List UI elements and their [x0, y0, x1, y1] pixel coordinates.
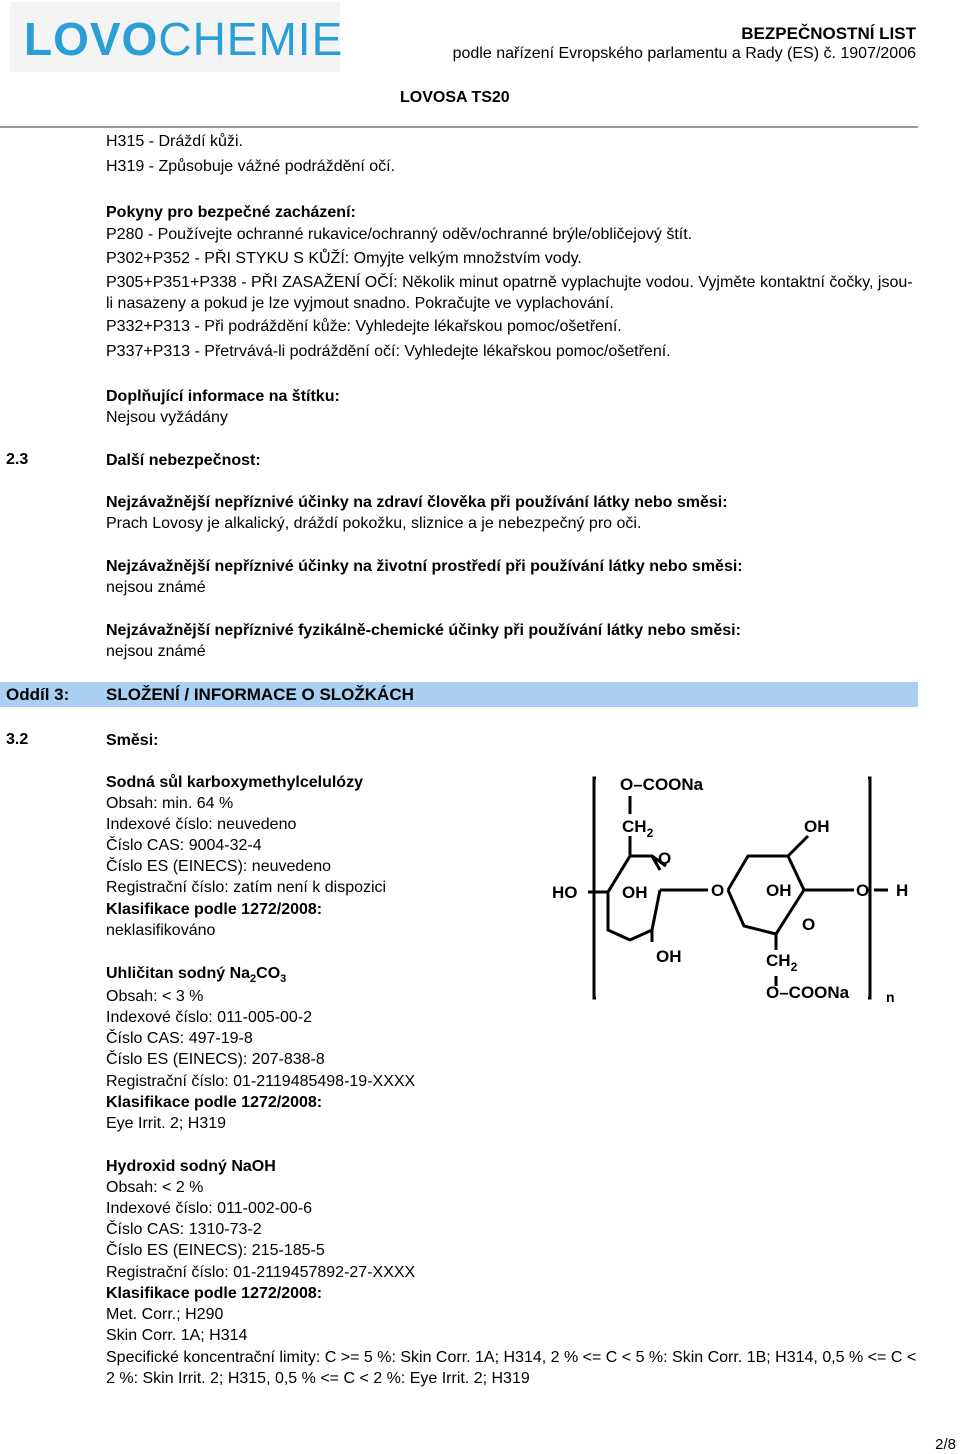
substance-content: Obsah: min. 64 %	[106, 795, 234, 812]
product-name: LOVOSA TS20	[400, 89, 510, 106]
substance-cas: Číslo CAS: 497-19-8	[106, 1030, 253, 1047]
precautionary-statement: P305+P351+P338 - PŘI ZASAŽENÍ OČÍ: Několik minut opatrně vyplachujte vodou. Vyjměte kontaktní čočky, jsou-li nasazeny a pokud je lze vyjmout snadno. Pokračujte ve vyplachování.	[106, 274, 913, 312]
substance-class-heading: Klasifikace podle 1272/2008:	[106, 1094, 323, 1111]
document-subtitle: podle nařízení Evropského parlamentu a Rady (ES) č. 1907/2006	[452, 45, 916, 62]
substance-index: Indexové číslo: 011-002-00-6	[106, 1200, 313, 1217]
substance-name	[106, 964, 286, 989]
substance-class-heading: Klasifikace podle 1272/2008:	[106, 901, 323, 918]
precautionary-statement: P337+P313 - Přetrvává-li podráždění očí: Vyhledejte lékařskou pomoc/ošetření.	[106, 343, 671, 360]
substance-class: Skin Corr. 1A; H314	[106, 1327, 248, 1344]
substance-name-part: CO	[256, 965, 281, 982]
label-h-right: H	[896, 881, 909, 900]
substance-reg: Registrační číslo: 01-2119457892-27-XXXX	[106, 1264, 416, 1281]
other-hazards-heading: Další nebezpečnost:	[106, 452, 261, 469]
subsection-number: 3.2	[6, 731, 29, 748]
substance-cas: Číslo CAS: 1310-73-2	[106, 1221, 262, 1238]
hazard-statement: H315 - Dráždí kůži.	[106, 133, 243, 150]
precautionary-statement: P302+P352 - PŘI STYKU S KŮŽÍ: Omyjte velkým množstvím vody.	[106, 250, 582, 267]
cmc-structure-diagram	[548, 770, 918, 1010]
label-oh-bottom: OH	[656, 947, 682, 966]
label-n: n	[886, 989, 895, 1005]
substance-class-heading: Klasifikace podle 1272/2008:	[106, 1285, 323, 1302]
substance-cas: Číslo CAS: 9004-32-4	[106, 837, 262, 854]
label-o-ring2: O	[802, 915, 816, 934]
substance-reg: Registrační číslo: zatím není k dispozici	[106, 879, 387, 896]
logo-text-chemie: CHEMIE	[158, 13, 344, 65]
substance-es: Číslo ES (EINECS): 207-838-8	[106, 1051, 325, 1068]
label-info-heading: Doplňující informace na štítku:	[106, 388, 340, 405]
label-info-value: Nejsou vyžádány	[106, 409, 228, 426]
substance-es: Číslo ES (EINECS): 215-185-5	[106, 1242, 325, 1259]
substance-name-part: Uhličitan sodný Na	[106, 965, 251, 982]
substance-content: Obsah: < 3 %	[106, 988, 204, 1005]
precautionary-heading: Pokyny pro bezpečné zacházení:	[106, 204, 356, 221]
substance-reg: Registrační číslo: 01-2119485498-19-XXXX	[106, 1073, 416, 1090]
document-title: BEZPEČNOSTNÍ LIST	[741, 24, 916, 43]
precautionary-statement: P280 - Používejte ochranné rukavice/ochranný oděv/ochranné brýle/obličejový štít.	[106, 226, 693, 243]
env-effects-value: nejsou známé	[106, 579, 206, 596]
page-number: 2/8	[935, 1436, 956, 1453]
section-number: 2.3	[6, 451, 29, 468]
section-label: Oddíl 3:	[6, 685, 70, 704]
label-coona-top: O–COONa	[620, 775, 704, 794]
label-ch2-bottom	[766, 951, 798, 974]
substance-index: Indexové číslo: neuvedeno	[106, 816, 297, 833]
label-ch2-top	[622, 817, 654, 840]
section-header-bar	[0, 682, 918, 707]
label-oh-top-right: OH	[804, 817, 830, 836]
substance-name: Hydroxid sodný NaOH	[106, 1158, 276, 1175]
label-sub: 2	[790, 960, 798, 974]
substance-class: Eye Irrit. 2; H319	[106, 1115, 227, 1132]
label-o-bridge: O	[711, 881, 725, 900]
subsection-heading: Směsi:	[106, 732, 159, 749]
company-logo	[10, 2, 344, 72]
oh-bond	[788, 836, 808, 856]
phys-effects-value: nejsou známé	[106, 643, 206, 660]
health-effects-value: Prach Lovosy je alkalický, dráždí pokožku, sliznice a je nebezpečný pro oči.	[106, 515, 642, 532]
label-o-ring1: O	[658, 849, 672, 868]
label-ch: CH	[766, 951, 791, 970]
label-ho-left: HO	[552, 883, 578, 902]
logo-text-lovo: LOVO	[24, 13, 159, 65]
phys-effects-heading: Nejzávažnější nepříznivé fyzikálně-chemické účinky při používání látky nebo směsi:	[106, 622, 741, 639]
health-effects-heading: Nejzávažnější nepříznivé účinky na zdraví člověka při používání látky nebo směsi:	[106, 494, 728, 511]
subscript: 3	[280, 973, 287, 986]
label-sub: 2	[646, 826, 654, 840]
substance-es: Číslo ES (EINECS): neuvedeno	[106, 858, 331, 875]
substance-index: Indexové číslo: 011-005-00-2	[106, 1009, 313, 1026]
label-o-right: O	[856, 881, 870, 900]
substance-class: Met. Corr.; H290	[106, 1306, 224, 1323]
label-ch: CH	[622, 817, 647, 836]
label-coona-bottom: O–COONa	[766, 983, 850, 1002]
substance-name: Sodná sůl karboxymethylcelulózy	[106, 774, 363, 791]
subscript: 2	[250, 973, 257, 986]
section-title: SLOŽENÍ / INFORMACE O SLOŽKÁCH	[106, 685, 414, 704]
label-oh-ring1: OH	[622, 883, 648, 902]
env-effects-heading: Nejzávažnější nepříznivé účinky na životní prostředí při používání látky nebo směsi:	[106, 558, 743, 575]
substance-content: Obsah: < 2 %	[106, 1179, 204, 1196]
bracket-left	[594, 778, 596, 998]
concentration-limits: Specifické koncentrační limity: C >= 5 %: Skin Corr. 1A; H314, 2 % <= C < 5 %: Skin Corr. 1B; H314, 0,5 % <= C < 2 %: Skin Irrit. 2; H315, 0,5 % <= C < 2 %: Eye Irrit. 2; H319	[106, 1349, 917, 1387]
label-oh-ring2: OH	[766, 881, 792, 900]
hazard-statement: H319 - Způsobuje vážné podráždění očí.	[106, 158, 396, 175]
substance-class: neklasifikováno	[106, 922, 216, 939]
header-divider	[0, 126, 918, 128]
precautionary-statement: P332+P313 - Při podráždění kůže: Vyhledejte lékařskou pomoc/ošetření.	[106, 318, 622, 335]
